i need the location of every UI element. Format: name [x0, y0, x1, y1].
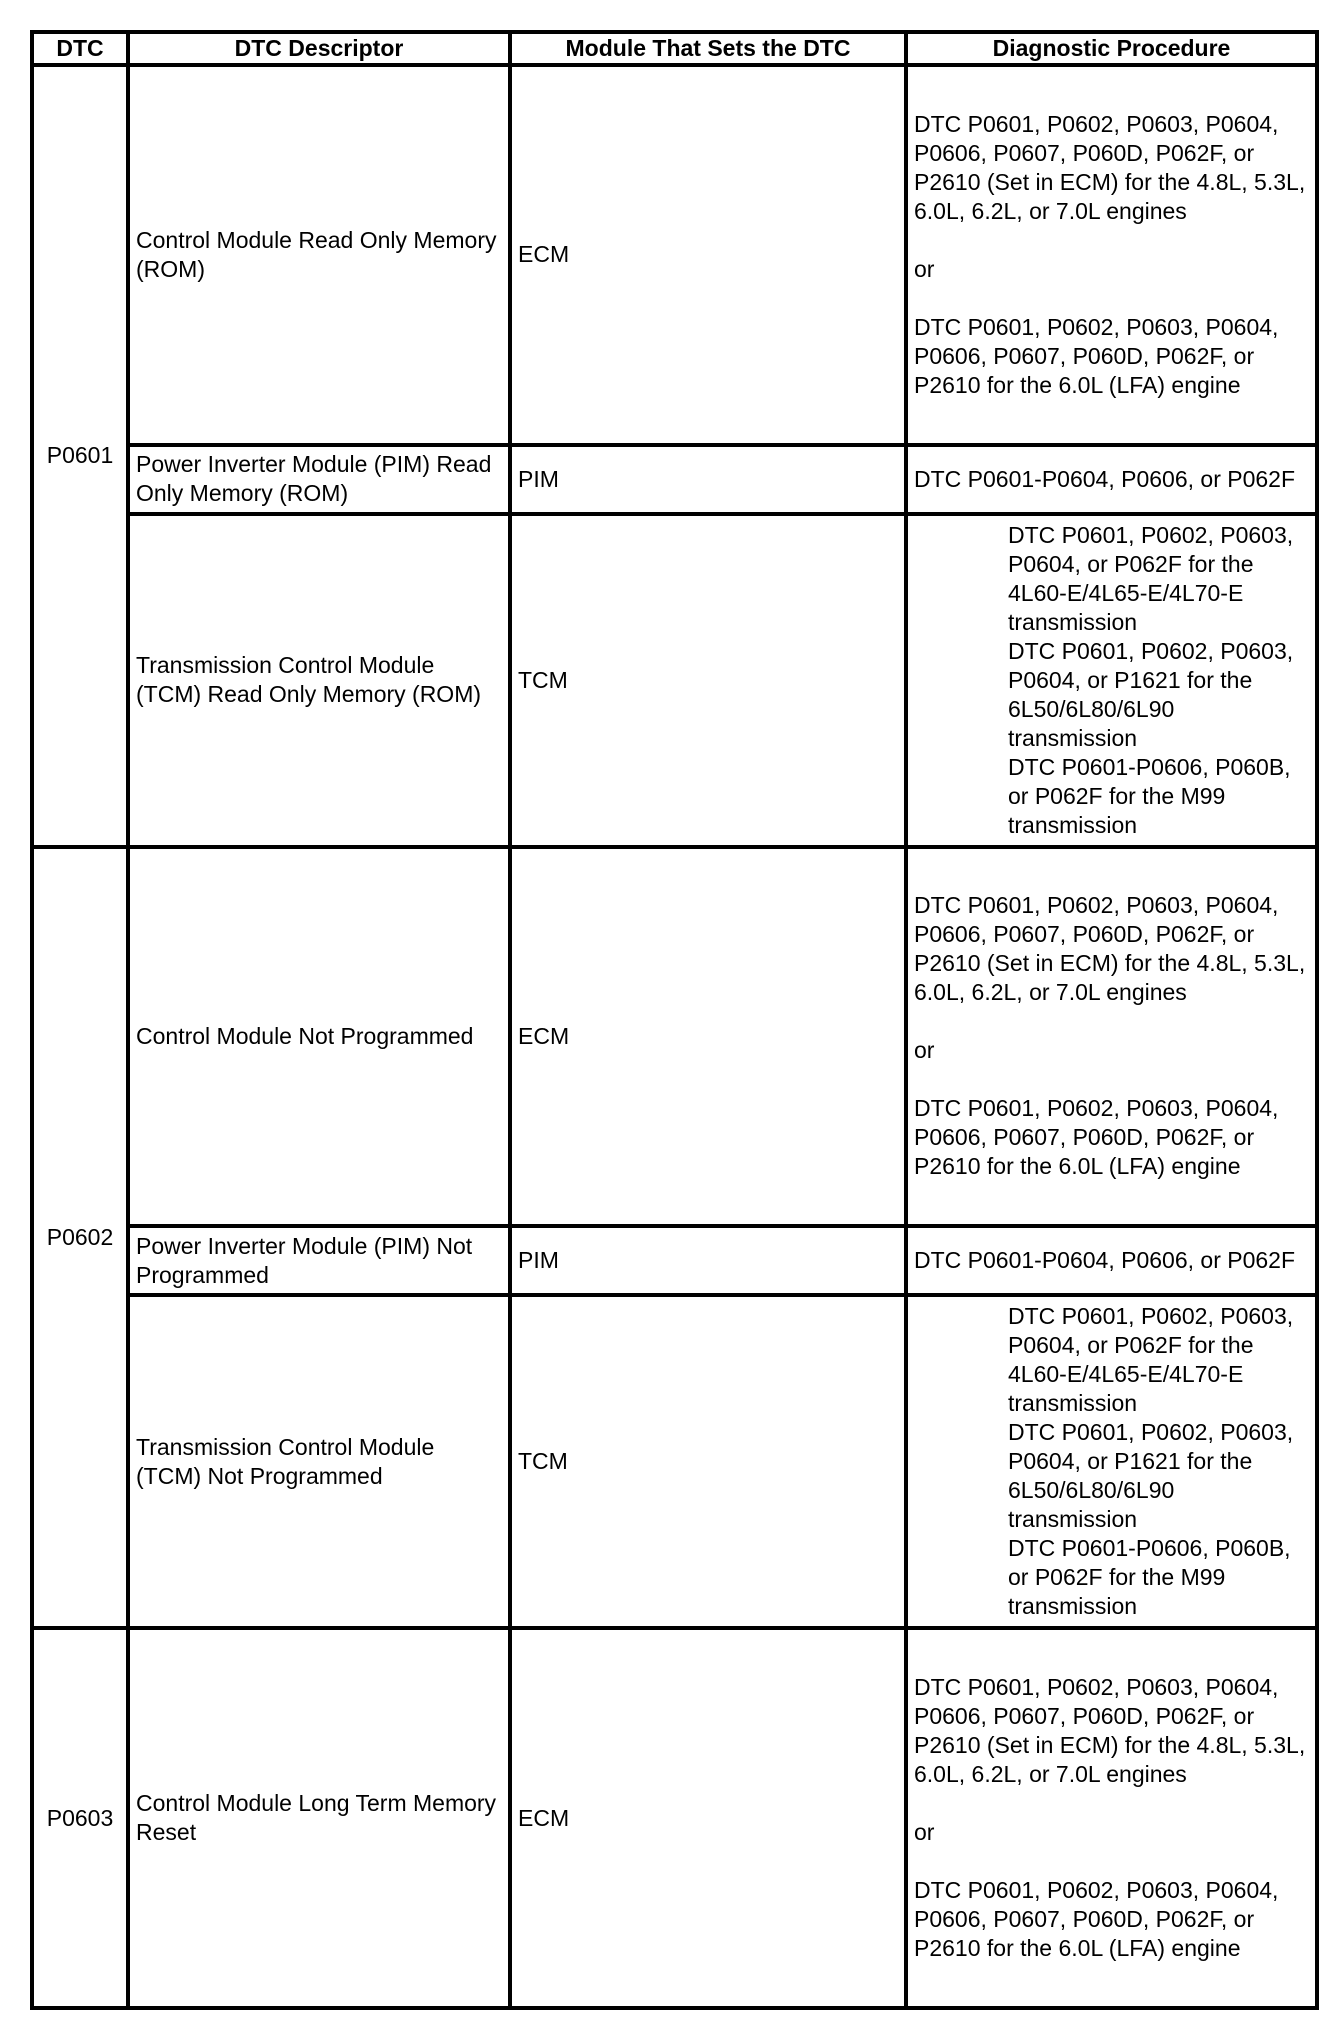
procedure-text: DTC P0601, P0602, P0603, P0604, or P1621 for the 6L50/6L80/6L90 transmission: [1008, 637, 1294, 751]
dtc-code: P0601: [32, 65, 128, 847]
diagnostic-procedure: [906, 1295, 1317, 1628]
dtc-descriptor: Power Inverter Module (PIM) Not Programmed: [128, 1226, 510, 1295]
diagnostic-procedure: DTC P0601-P0604, P0606, or P062F: [906, 445, 1317, 514]
header-module: Module That Sets the DTC: [510, 32, 906, 65]
header-diagnostic-procedure: Diagnostic Procedure: [906, 32, 1317, 65]
procedure-text: DTC P0601, P0602, P0603, P0604, P0606, P0607, P060D, P062F, or P2610 for the 6.0L (LFA) engine: [914, 1877, 1279, 1962]
dtc-code: P0602: [32, 847, 128, 1629]
procedure-text: DTC P0601, P0602, P0603, P0604, P0606, P0607, P060D, P062F, or P2610 (Set in ECM) for the 4.8L, 5.3L, 6.0L, 6.2L, or 7.0L engines: [914, 110, 1306, 224]
procedure-or: or: [914, 255, 935, 282]
procedure-text: DTC P0601, P0602, P0603, P0604, or P062F for the 4L60-E/4L65-E/4L70-E transmission: [1008, 1303, 1294, 1417]
dtc-descriptor: Transmission Control Module (TCM) Read Only Memory (ROM): [128, 514, 510, 847]
table-row: [32, 445, 1317, 514]
procedure-text: DTC P0601, P0602, P0603, P0604, P0606, P0607, P060D, P062F, or P2610 for the 6.0L (LFA) engine: [914, 313, 1279, 398]
table-row: [32, 1226, 1317, 1295]
procedure-text: DTC P0601, P0602, P0603, P0604, or P062F for the 4L60-E/4L65-E/4L70-E transmission: [1008, 521, 1294, 635]
diagnostic-procedure: DTC P0601-P0604, P0606, or P062F: [906, 1226, 1317, 1295]
procedure-text: DTC P0601-P0606, P060B, or P062F for the M99 transmission: [1008, 753, 1291, 838]
module: PIM: [510, 1226, 906, 1295]
diagnostic-procedure: [906, 1628, 1317, 2008]
module: ECM: [510, 1628, 906, 2008]
header-dtc-descriptor: DTC Descriptor: [128, 32, 510, 65]
dtc-table: [30, 30, 1319, 2010]
dtc-descriptor: Control Module Long Term Memory Reset: [128, 1628, 510, 2008]
dtc-descriptor: Control Module Not Programmed: [128, 847, 510, 1227]
module: TCM: [510, 514, 906, 847]
procedure-text: DTC P0601, P0602, P0603, P0604, or P1621 for the 6L50/6L80/6L90 transmission: [1008, 1419, 1294, 1533]
dtc-code: P0603: [32, 1628, 128, 2008]
procedure-text: DTC P0601, P0602, P0603, P0604, P0606, P0607, P060D, P062F, or P2610 for the 6.0L (LFA) engine: [914, 1095, 1279, 1180]
dtc-descriptor: Power Inverter Module (PIM) Read Only Memory (ROM): [128, 445, 510, 514]
procedure-text: DTC P0601, P0602, P0603, P0604, P0606, P0607, P060D, P062F, or P2610 (Set in ECM) for the 4.8L, 5.3L, 6.0L, 6.2L, or 7.0L engines: [914, 892, 1306, 1006]
procedure-or: or: [914, 1037, 935, 1064]
dtc-descriptor: Transmission Control Module (TCM) Not Programmed: [128, 1295, 510, 1628]
diagnostic-procedure: [906, 514, 1317, 847]
table-row: [32, 65, 1317, 445]
module: ECM: [510, 65, 906, 445]
diagnostic-procedure: [906, 847, 1317, 1227]
table-row: [32, 514, 1317, 847]
module: TCM: [510, 1295, 906, 1628]
procedure-or: or: [914, 1819, 935, 1846]
table-row: [32, 1628, 1317, 2008]
module: ECM: [510, 847, 906, 1227]
header-dtc: DTC: [32, 32, 128, 65]
procedure-text: DTC P0601-P0606, P060B, or P062F for the M99 transmission: [1008, 1535, 1291, 1620]
dtc-descriptor: Control Module Read Only Memory (ROM): [128, 65, 510, 445]
table-row: [32, 1295, 1317, 1628]
table-row: [32, 847, 1317, 1227]
module: PIM: [510, 445, 906, 514]
header-row: [32, 32, 1317, 65]
diagnostic-procedure: [906, 65, 1317, 445]
procedure-text: DTC P0601, P0602, P0603, P0604, P0606, P0607, P060D, P062F, or P2610 (Set in ECM) for the 4.8L, 5.3L, 6.0L, 6.2L, or 7.0L engines: [914, 1674, 1306, 1788]
